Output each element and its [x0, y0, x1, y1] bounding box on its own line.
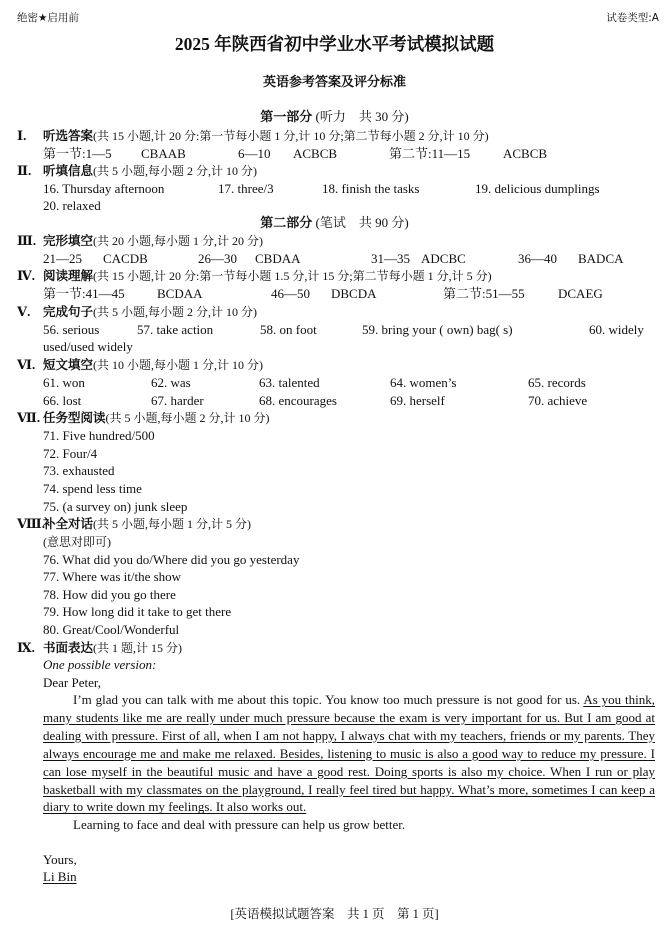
part-two-heading [0, 215, 669, 232]
section-4-group-2-label: 46—50 [271, 286, 310, 301]
letter-paragraph-2: Learning to face and deal with pressure can help us grow better. [73, 817, 406, 833]
section-7-item: 74. spend less time [43, 481, 142, 496]
section-8-sub-note: (意思对即可) [43, 535, 111, 549]
section-2-item: 20. relaxed [43, 198, 101, 213]
section-3-group-answers: BADCA [578, 251, 624, 266]
section-1-name: 听选答案 [43, 128, 94, 143]
section-1-group-2-answers: ACBCB [293, 146, 338, 161]
section-7-item: 73. exhausted [43, 463, 115, 478]
section-1-group-1-answers: CBAAB [141, 146, 186, 161]
section-1-group-1-label: 第一节:1—5 [43, 146, 112, 161]
page-footer: [英语模拟试题答案 共 1 页 第 1 页] [230, 907, 439, 921]
section-2-item: 19. delicious dumplings [475, 181, 600, 196]
section-9-number: Ⅸ. [17, 640, 35, 655]
section-5-note: (共 5 小题,每小题 2 分,计 10 分) [93, 305, 258, 319]
section-4-number: Ⅳ. [17, 268, 36, 283]
section-1-group-2-label: 6—10 [238, 146, 271, 161]
section-1-note: (共 15 小题,计 20 分:第一节每小题 1 分,计 10 分;第二节每小题 2 分,计 10 分) [93, 129, 489, 143]
section-7-item: 71. Five hundred/500 [43, 428, 155, 443]
section-8-number: Ⅷ. [17, 516, 45, 531]
section-2-note: (共 5 小题,每小题 2 分,计 10 分) [93, 164, 258, 178]
section-8-note: (共 5 小题,每小题 1 分,计 5 分) [93, 517, 252, 531]
section-6-item: 68. encourages [259, 393, 337, 408]
section-5-item: 57. take action [137, 322, 214, 337]
section-9-heading [43, 640, 182, 656]
section-4-name: 阅读理解 [43, 268, 94, 283]
section-1-number: Ⅰ. [17, 128, 27, 143]
section-6-item: 69. herself [390, 393, 445, 408]
page-title: 2025 年陕西省初中学业水平考试模拟试题 [174, 34, 495, 54]
section-7-number: Ⅶ. [17, 410, 41, 425]
section-2-item: 17. three/3 [218, 181, 274, 196]
section-3-group-answers: CBDAA [255, 251, 301, 266]
section-3-group-answers: ADCBC [421, 251, 466, 266]
section-2-name: 听填信息 [43, 163, 94, 178]
section-1-group-3-answers: ACBCB [503, 146, 548, 161]
part-two-name: 第二部分 [260, 216, 313, 231]
section-3-heading [43, 233, 263, 249]
section-8-heading [43, 516, 251, 532]
section-5-item: 58. on foot [260, 322, 317, 337]
section-8-name: 补全对话 [43, 516, 94, 531]
section-7-item: 72. Four/4 [43, 446, 98, 461]
section-2-item: 16. Thursday afternoon [43, 181, 165, 196]
letter-greeting: Dear Peter, [43, 675, 101, 690]
section-8-item: 80. Great/Cool/Wonderful [43, 622, 180, 637]
section-6-item: 64. women’s [390, 375, 457, 390]
section-5-heading [43, 304, 257, 320]
letter-paragraph-1-underlined: As you think, many students like me are really under much pressure because the exam is very important for us. But I am good at dealing with pressure. First of all, when I am not happy, I always chat with my teachers, friends or my parents. They always encourage me and make me relaxed. Besides, listening to music is also a good way to reduce my pressure. I can lose myself in the beautiful music and have a good rest. Doing sports is also my choice. When I run or play basketball with my classmates on the playground, I really feel tired but happy. What’s more, sometimes I can keep a diary to write down my feelings. It also works out. [43, 692, 655, 815]
letter-closing: Yours, [43, 852, 77, 867]
section-5-number: Ⅴ. [17, 304, 31, 319]
section-6-heading [43, 357, 263, 373]
section-6-number: Ⅵ. [17, 357, 36, 372]
section-9-note: (共 1 题,计 15 分) [93, 641, 183, 655]
section-7-name: 任务型阅读 [43, 410, 106, 425]
section-8-item: 79. How long did it take to get there [43, 604, 232, 619]
model-essay-label: One possible version: [43, 657, 157, 672]
section-8-item: 76. What did you do/Where did you go yesterday [43, 552, 300, 567]
section-8-item: 78. How did you go there [43, 587, 176, 602]
section-4-group-1-answers: BCDAA [157, 286, 203, 301]
section-4-group-3-label: 第二节:51—55 [443, 286, 525, 301]
section-5-item: 59. bring your ( own) bag( s) [362, 322, 513, 337]
section-3-note: (共 20 小题,每小题 1 分,计 20 分) [93, 234, 264, 248]
section-3-group-label: 36—40 [518, 251, 557, 266]
section-6-note: (共 10 小题,每小题 1 分,计 10 分) [93, 358, 264, 372]
section-7-item: 75. (a survey on) junk sleep [43, 499, 188, 514]
section-3-group-answers: CACDB [103, 251, 148, 266]
section-6-name: 短文填空 [43, 357, 94, 372]
section-5-item: 60. widely [589, 322, 644, 337]
section-2-item: 18. finish the tasks [322, 181, 420, 196]
section-9-name: 书面表达 [43, 640, 94, 655]
confidential-mark: 绝密★启用前 [17, 12, 79, 24]
section-3-name: 完形填空 [43, 233, 94, 248]
letter-paragraph-1-intro: I’m glad you can talk with me about this topic. You know too much pressure is not good for us. [73, 692, 581, 707]
section-2-number: Ⅱ. [17, 163, 32, 178]
section-2-heading [43, 163, 257, 179]
section-5-item-continuation: used/used widely [43, 339, 133, 354]
part-one-heading [0, 109, 669, 126]
part-one-name: 第一部分 [260, 110, 313, 125]
section-6-item: 65. records [528, 375, 586, 390]
section-6-item: 66. lost [43, 393, 82, 408]
section-6-item: 67. harder [151, 393, 204, 408]
section-3-group-label: 26—30 [198, 251, 237, 266]
paper-type: 试卷类型:A [606, 12, 659, 24]
letter-body [43, 691, 655, 834]
section-4-group-3-answers: DCAEG [558, 286, 603, 301]
section-6-item: 63. talented [259, 375, 320, 390]
section-4-note: (共 15 小题,计 20 分:第一节每小题 1.5 分,计 15 分;第二节每小题 1 分,计 5 分) [93, 269, 492, 283]
section-8-item: 77. Where was it/the show [43, 569, 182, 584]
letter-paragraph-1 [43, 691, 655, 816]
section-5-item: 56. serious [43, 322, 100, 337]
section-4-group-2-answers: DBCDA [331, 286, 377, 301]
section-3-group-label: 31—35 [371, 251, 410, 266]
section-7-note: (共 5 小题,每小题 2 分,计 10 分) [105, 411, 270, 425]
section-6-item: 61. won [43, 375, 85, 390]
section-4-heading [43, 268, 492, 284]
part-two-spec: (笔试 共 90 分) [315, 215, 409, 230]
page-subtitle: 英语参考答案及评分标准 [262, 75, 406, 90]
section-6-item: 62. was [151, 375, 191, 390]
section-6-item: 70. achieve [528, 393, 588, 408]
section-4-group-1-label: 第一节:41—45 [43, 286, 125, 301]
section-5-name: 完成句子 [43, 304, 94, 319]
section-3-number: Ⅲ. [17, 233, 37, 248]
section-1-heading [43, 128, 489, 144]
section-7-heading [43, 410, 270, 426]
section-1-group-3-label: 第二节:11—15 [389, 146, 471, 161]
letter-signature: Li Bin [43, 869, 77, 884]
section-3-group-label: 21—25 [43, 251, 82, 266]
part-one-spec: (听力 共 30 分) [315, 109, 409, 124]
